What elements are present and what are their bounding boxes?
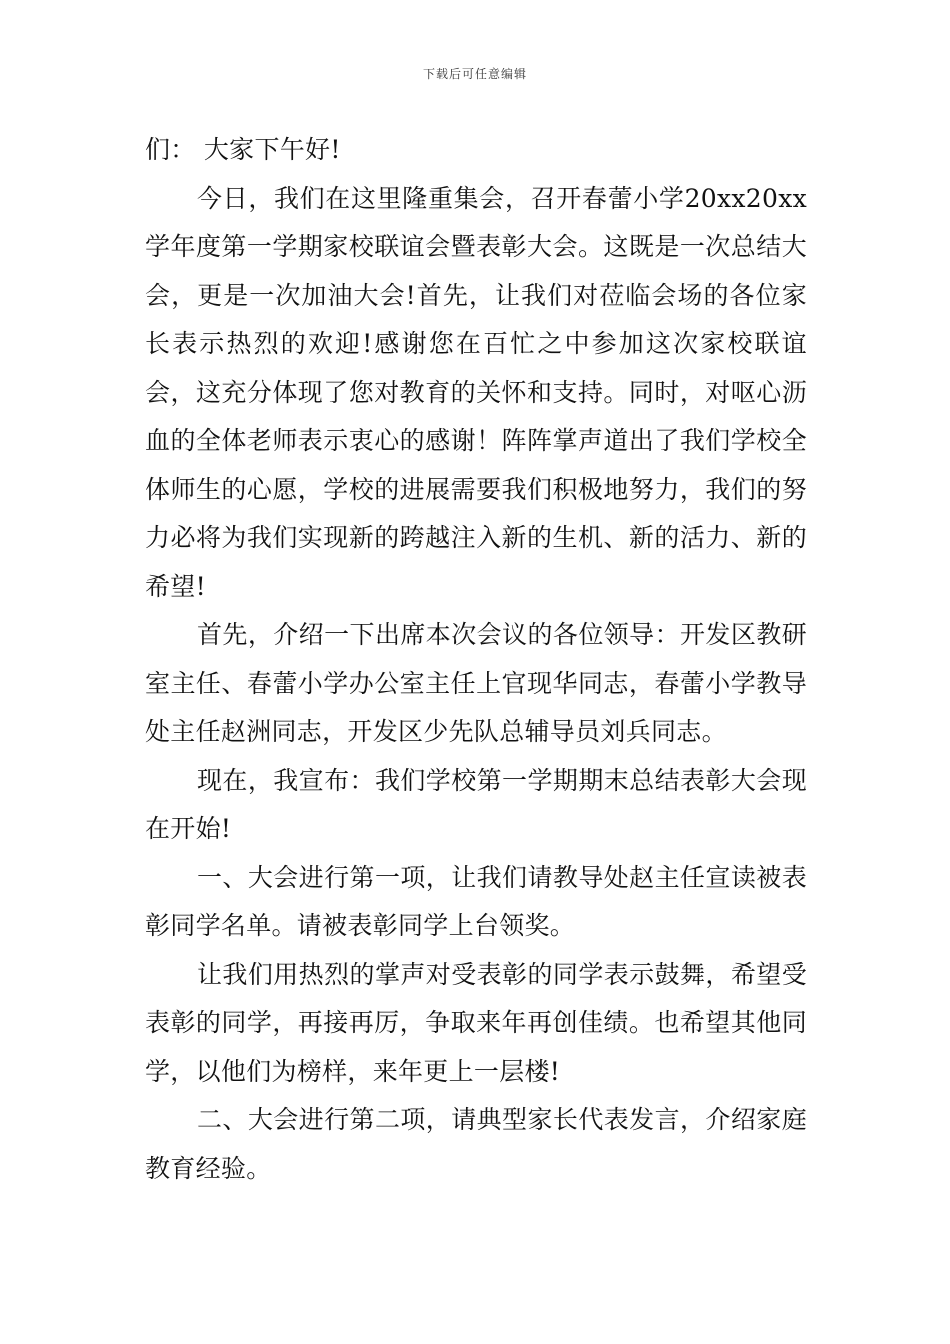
paragraph-announcement: 现在，我宣布：我们学校第一学期期末总结表彰大会现在开始!	[145, 765, 807, 843]
paragraph-item-one: 一、大会进行第一项，让我们请教导处赵主任宣读被表彰同学名单。请被表彰同学上台领奖。	[145, 862, 807, 940]
paragraph-encouragement: 让我们用热烈的掌声对受表彰的同学表示鼓舞，希望受表彰的同学，再接再厉，争取来年再创佳绩。也希望其他同学，以他们为榜样，来年更上一层楼!	[145, 959, 807, 1086]
header-note: 下载后可任意编辑	[422, 67, 527, 81]
paragraph-opening: 今日，我们在这里隆重集会，召开春蕾小学20xx20xx学年度第一学期家校联谊会暨表彰大会。这既是一次总结大会，更是一次加油大会!首先，让我们对莅临会场的各位家长表示热烈的欢迎!感谢您在百忙之中参加这次家校联谊会，这充分体现了您对教育的关怀和支持。同时，对呕心沥血的全体老师表示衷心的感谢！阵阵掌声道出了我们学校全体师生的心愿，学校的进展需要我们积极地努力，我们的努力必将为我们实现新的跨越注入新的生机、新的活力、新的希望!	[145, 183, 807, 601]
paragraph-item-two: 二、大会进行第二项，请典型家长代表发言，介绍家庭教育经验。	[145, 1105, 807, 1183]
document-body	[145, 126, 807, 1193]
paragraph-greeting: 们： 大家下午好!	[145, 135, 341, 164]
paragraph-leaders: 首先，介绍一下出席本次会议的各位领导：开发区教研室主任、春蕾小学办公室主任上官现华同志，春蕾小学教导处主任赵洲同志，开发区少先队总辅导员刘兵同志。	[145, 620, 807, 746]
